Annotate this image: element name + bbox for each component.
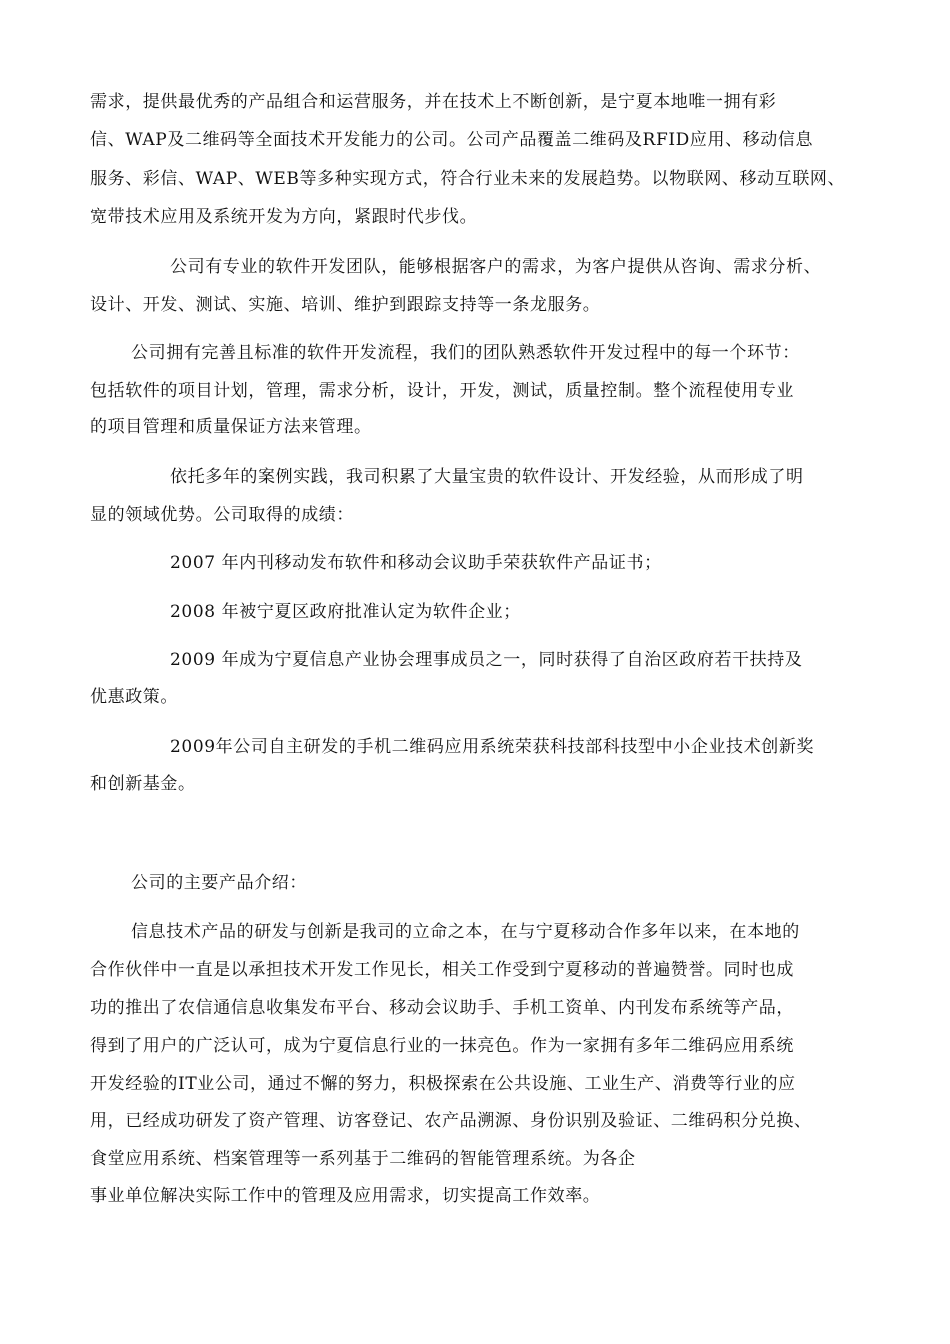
text-line: 公司拥有完善且标准的软件开发流程，我们的团队熟悉软件开发过程中的每一个环节： — [131, 343, 800, 363]
text-line: 公司的主要产品介绍： — [131, 873, 307, 893]
text-line: 优惠政策。 — [90, 687, 178, 707]
text-line: 依托多年的案例实践，我司积累了大量宝贵的软件设计、开发经验，从而形成了明 — [170, 467, 804, 487]
text-line: 设计、开发、测试、实施、培训、维护到跟踪支持等一条龙服务。 — [90, 295, 601, 315]
text-line: 和创新基金。 — [90, 774, 196, 794]
text-line: 得到了用户的广泛认可，成为宁夏信息行业的一抹亮色。作为一家拥有多年二维码应用系统 — [90, 1036, 794, 1056]
text-line: 食堂应用系统、档案管理等一系列基于二维码的智能管理系统。为各企 — [90, 1149, 636, 1169]
text-line: 功的推出了农信通信息收集发布平台、移动会议助手、手机工资单、内刊发布系统等产品， — [90, 998, 794, 1018]
text-line: 需求，提供最优秀的产品组合和运营服务，并在技术上不断创新，是宁夏本地唯一拥有彩 — [90, 92, 777, 112]
text-line: 2009年公司自主研发的手机二维码应用系统荣获科技部科技型中小企业技术创新奖 — [170, 737, 815, 757]
text-line: 包括软件的项目计划，管理，需求分析，设计，开发，测试，质量控制。整个流程使用专业 — [90, 381, 794, 401]
text-line: 2007 年内刊移动发布软件和移动会议助手荣获软件产品证书； — [170, 553, 662, 573]
text-line: 服务、彩信、WAP、WEB等多种实现方式，符合行业未来的发展趋势。以物联网、移动互联网、 — [90, 169, 846, 189]
text-line: 信、WAP及二维码等全面技术开发能力的公司。公司产品覆盖二维码及RFID应用、移动信息 — [90, 130, 814, 150]
text-line: 合作伙伴中一直是以承担技术开发工作见长，相关工作受到宁夏移动的普遍赞誉。同时也成 — [90, 960, 794, 980]
text-line: 用，已经成功研发了资产管理、访客登记、农产品溯源、身份识别及验证、二维码积分兑换、 — [90, 1111, 812, 1131]
text-line: 公司有专业的软件开发团队，能够根据客户的需求，为客户提供从咨询、需求分析、 — [170, 257, 822, 277]
text-line: 宽带技术应用及系统开发为方向，紧跟时代步伐。 — [90, 207, 478, 227]
text-line: 的项目管理和质量保证方法来管理。 — [90, 417, 372, 437]
text-line: 2009 年成为宁夏信息产业协会理事成员之一，同时获得了自治区政府若干扶持及 — [170, 650, 803, 670]
text-line: 事业单位解决实际工作中的管理及应用需求，切实提高工作效率。 — [90, 1186, 601, 1206]
text-line: 显的领域优势。公司取得的成绩： — [90, 505, 354, 525]
text-line: 信息技术产品的研发与创新是我司的立命之本，在与宁夏移动合作多年以来，在本地的 — [131, 922, 800, 942]
text-line: 2008 年被宁夏区政府批准认定为软件企业； — [170, 602, 521, 622]
text-line: 开发经验的IT业公司，通过不懈的努力，积极探索在公共设施、工业生产、消费等行业的应 — [90, 1074, 796, 1094]
